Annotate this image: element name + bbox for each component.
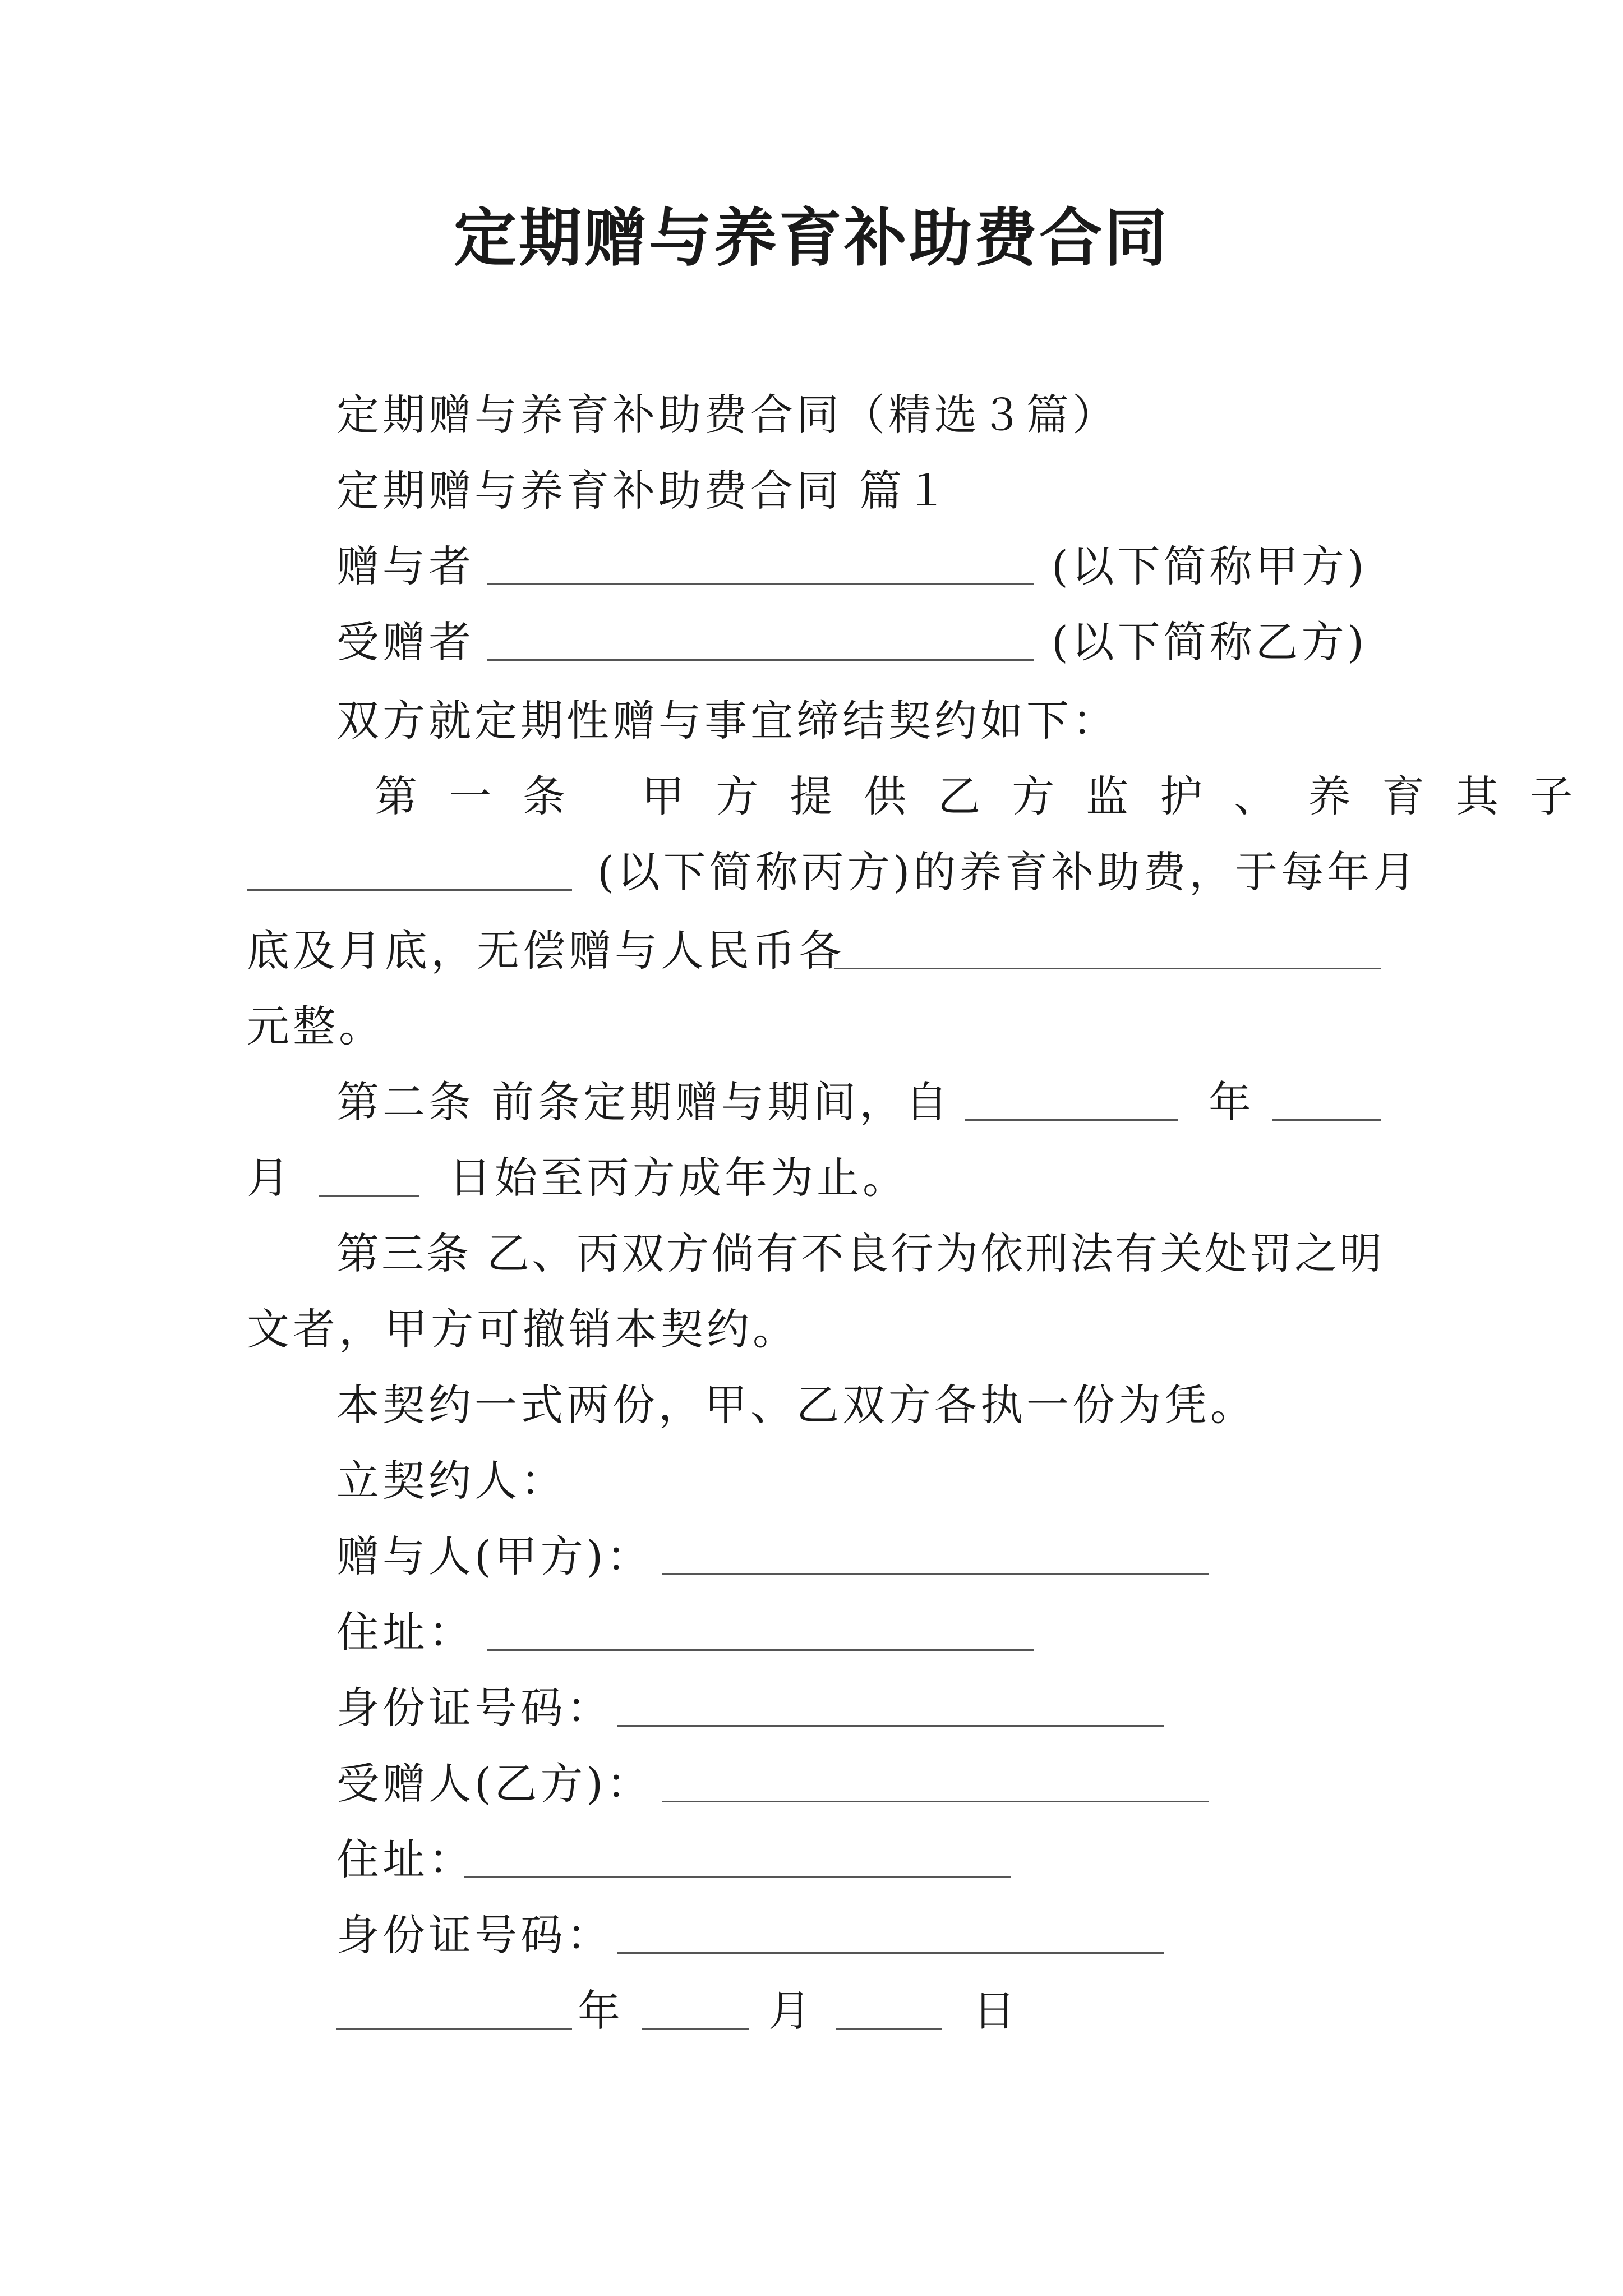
child-name-blank [247, 889, 572, 891]
section-heading: 定期赠与养育补助费合同 篇１ [336, 466, 952, 516]
article-2-prefix: 第二条 前条定期赠与期间，自 [336, 1077, 952, 1127]
donee-suffix: (以下简称乙方) [1052, 617, 1368, 667]
donor-sign-blank [662, 1573, 1209, 1575]
article-1-line-2: (以下简称丙方)的养育补助费，于每年月 [597, 847, 1419, 897]
date-day-label: 日 [973, 1986, 1019, 2036]
donee-label: 受赠者 [336, 617, 474, 667]
intro-paragraph: 双方就定期性赠与事宜缔结契约如下： [336, 696, 1118, 746]
date-year-label: 年 [578, 1986, 624, 2036]
donee-blank [487, 659, 1034, 661]
donor-blank [487, 583, 1034, 585]
donee-sign-label: 受赠人(乙方)： [336, 1759, 653, 1809]
start-month-blank [1272, 1119, 1381, 1121]
date-year-blank [336, 2028, 572, 2030]
date-month-blank [642, 2028, 749, 2030]
article-1-line-4: 元整。 [247, 1001, 385, 1051]
donor-sign-label: 赠与人(甲方)： [336, 1531, 653, 1581]
date-month-label: 月 [768, 1986, 814, 2036]
copies-paragraph: 本契约一式两份，甲、乙双方各执一份为凭。 [336, 1380, 1256, 1430]
donee-sign-blank [662, 1801, 1209, 1802]
article-2-year: 年 [1209, 1077, 1255, 1127]
signers-label: 立契约人： [336, 1456, 566, 1506]
donee-id-label: 身份证号码： [336, 1910, 612, 1960]
donee-id-blank [617, 1952, 1164, 1954]
donor-suffix: (以下简称甲方) [1052, 541, 1368, 591]
article-1-line-3: 底及月底，无偿赠与人民币各 [247, 926, 845, 976]
article-1-line-1-text: 第一条 甲方提供乙方监护、养育其子 [375, 771, 1604, 821]
amount-blank [834, 968, 1381, 969]
donor-id-blank [617, 1725, 1164, 1727]
donee-address-blank [464, 1876, 1011, 1878]
donor-address-blank [487, 1649, 1034, 1651]
article-3-line-1: 第三条 乙、丙双方倘有不良行为依刑法有关处罚之明 [336, 1228, 1385, 1278]
donee-address-label: 住址： [336, 1834, 474, 1884]
donor-id-label: 身份证号码： [336, 1683, 612, 1733]
start-year-blank [965, 1119, 1178, 1121]
start-day-blank [319, 1195, 419, 1197]
article-2-month: 月 [247, 1153, 293, 1203]
article-3-line-2: 文者，甲方可撤销本契约。 [247, 1304, 799, 1354]
donor-address-label: 住址： [336, 1607, 474, 1657]
article-1-line-1 [375, 769, 1604, 825]
document-title: 定期赠与养育补助费合同 [454, 201, 1169, 275]
subtitle: 定期赠与养育补助费合同（精选３篇） [336, 390, 1118, 440]
date-day-blank [836, 2028, 942, 2030]
donor-label: 赠与者 [336, 541, 474, 591]
article-2-suffix: 日始至丙方成年为止。 [449, 1153, 909, 1203]
